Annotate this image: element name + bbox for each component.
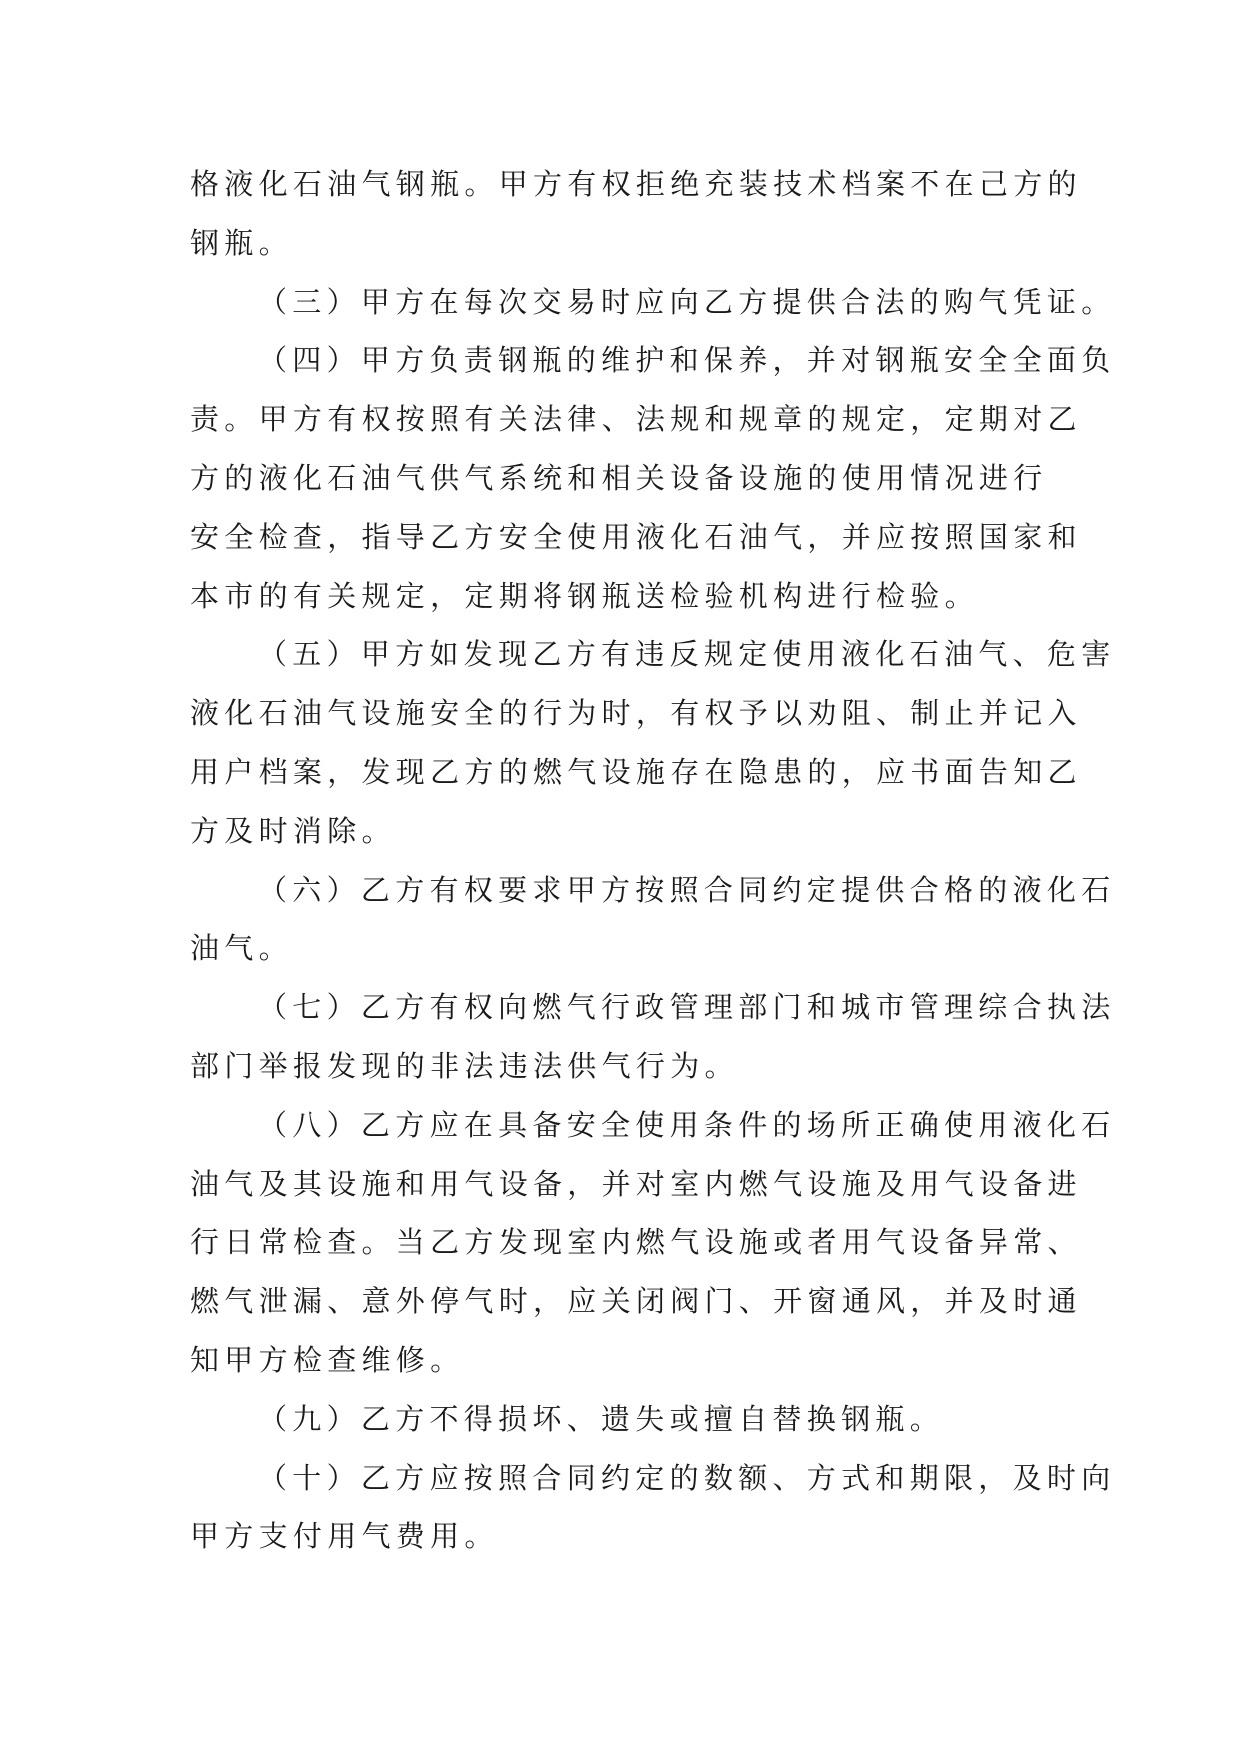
text-line: 格液化石油气钢瓶。甲方有权拒绝充装技术档案不在己方的	[190, 167, 1082, 201]
text-line: 油气。	[190, 931, 293, 966]
text-line: 本市的有关规定，定期将钢瓶送检验机构进行检验。	[190, 578, 979, 613]
text-line: 油气及其设施和用气设备，并对室内燃气设施及用气设备进	[190, 1166, 1082, 1201]
text-line: （十）乙方应按照合同约定的数额、方式和期限，及时向	[258, 1460, 1116, 1495]
text-line: 安全检查，指导乙方安全使用液化石油气，并应按照国家和	[190, 519, 1082, 554]
text-line: （四）甲方负责钢瓶的维护和保养，并对钢瓶安全全面负	[258, 343, 1116, 378]
text-line: （七）乙方有权向燃气行政管理部门和城市管理综合执法	[258, 990, 1116, 1025]
text-line: 部门举报发现的非法违法供气行为。	[190, 1048, 739, 1083]
text-line: 方的液化石油气供气系统和相关设备设施的使用情况进行	[190, 460, 1048, 495]
text-line: （八）乙方应在具备安全使用条件的场所正确使用液化石	[258, 1107, 1116, 1142]
text-line: （九）乙方不得损坏、遗失或擅自替换钢瓶。	[258, 1401, 945, 1436]
text-line: 液化石油气设施安全的行为时，有权予以劝阻、制止并记入	[190, 696, 1082, 731]
text-line: 甲方支付用气费用。	[190, 1519, 499, 1554]
text-line: 燃气泄漏、意外停气时，应关闭阀门、开窗通风，并及时通	[190, 1284, 1082, 1319]
document-body	[190, 155, 1116, 1566]
text-line: 责。甲方有权按照有关法律、法规和规章的规定，定期对乙	[190, 402, 1082, 437]
text-line: （三）甲方在每次交易时应向乙方提供合法的购气凭证。	[258, 284, 1116, 319]
text-line: 行日常检查。当乙方发现室内燃气设施或者用气设备异常、	[190, 1225, 1082, 1260]
text-line: 知甲方检查维修。	[190, 1342, 465, 1377]
text-line: （五）甲方如发现乙方有违反规定使用液化石油气、危害	[258, 637, 1116, 672]
text-line: （六）乙方有权要求甲方按照合同约定提供合格的液化石	[258, 872, 1116, 907]
text-line: 钢瓶。	[190, 225, 293, 260]
text-line: 用户档案，发现乙方的燃气设施存在隐患的，应书面告知乙	[190, 754, 1082, 789]
text-line: 方及时消除。	[190, 813, 396, 848]
